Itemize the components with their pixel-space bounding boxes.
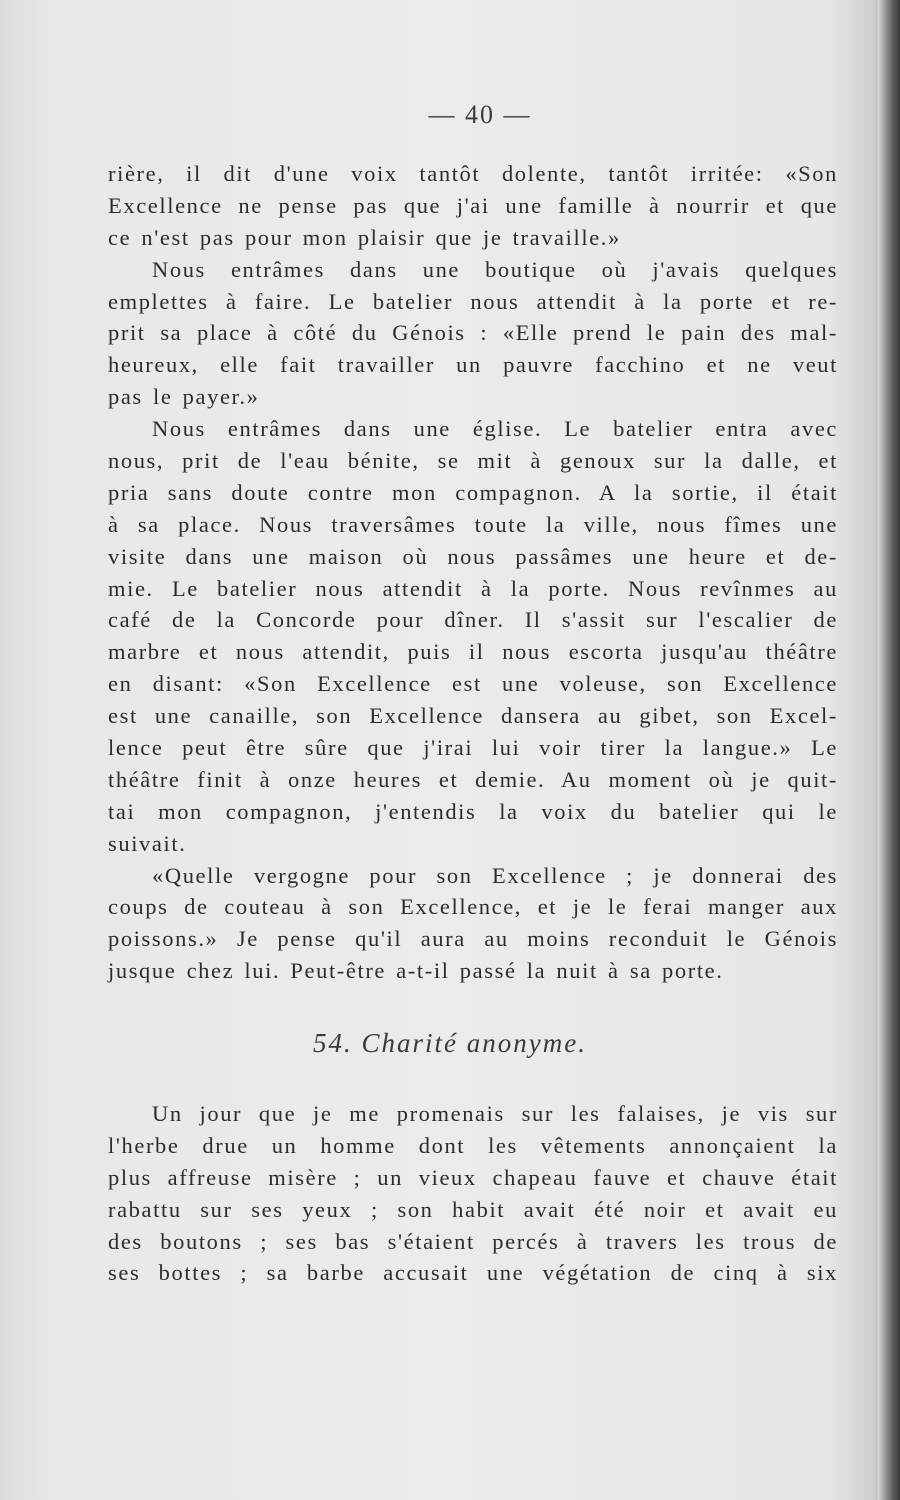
text-line: plus affreuse misère ; un vieux chapeau fauve et chauve était [108, 1164, 838, 1190]
text-line: à sa place. Nous traversâmes toute la ville, nous fîmes une [108, 511, 838, 537]
text-line: Nous entrâmes dans une église. Le batelier entra avec [152, 416, 838, 442]
text-line: coups de couteau à son Excellence, et je le ferai manger aux [108, 894, 838, 920]
text-line: marbre et nous attendit, puis il nous escorta jusqu'au théâtre [108, 639, 838, 665]
passage-text [108, 158, 838, 987]
text-line: «Quelle vergogne pour son Excellence ; je donnerai des [152, 862, 838, 888]
text-line: des boutons ; ses bas s'étaient percés à travers les trous de [108, 1228, 838, 1254]
text-line: pria sans doute contre mon compagnon. A la sortie, il était [108, 479, 838, 505]
section-text [108, 1098, 838, 1289]
text-line: heureux, elle fait travailler un pauvre facchino et ne veut [108, 352, 838, 378]
text-line: est une canaille, son Excellence dansera au gibet, son Excel- [108, 703, 838, 729]
text-line: jusque chez lui. Peut-être a-t-il passé la nuit à sa porte. [108, 958, 724, 984]
text-line: pas le payer.» [108, 384, 260, 410]
text-line: emplettes à faire. Le batelier nous attendit à la porte et re- [108, 288, 838, 314]
text-line: en disant: «Son Excellence est une voleuse, son Excellence [108, 671, 838, 697]
text-line: ses bottes ; sa barbe accusait une végétation de cinq à six [108, 1260, 838, 1286]
text-line: Nous entrâmes dans une boutique où j'avais quelques [152, 256, 838, 282]
text-line: ce n'est pas pour mon plaisir que je travaille.» [108, 224, 621, 250]
text-line: prit sa place à côté du Génois : «Elle prend le pain des mal- [108, 320, 838, 346]
text-line: l'herbe drue un homme dont les vêtements annonçaient la [108, 1132, 838, 1158]
page-number: — 40 — [428, 100, 532, 129]
text-line: mie. Le batelier nous attendit à la porte. Nous revînmes au [108, 575, 838, 601]
text-line: café de la Concorde pour dîner. Il s'assit sur l'escalier de [108, 607, 838, 633]
text-line: rabattu sur ses yeux ; son habit avait été noir et avait eu [108, 1196, 838, 1222]
text-line: tai mon compagnon, j'entendis la voix du batelier qui le [108, 798, 838, 824]
text-line: théâtre finit à onze heures et demie. Au moment où je quit- [108, 766, 838, 792]
text-line: rière, il dit d'une voix tantôt dolente, tantôt irritée: «Son [108, 161, 838, 186]
section-heading: 54. Charité anonyme. [313, 1028, 587, 1058]
text-line: lence peut être sûre que j'irai lui voir tirer la langue.» Le [108, 735, 838, 761]
text-line: suivait. [108, 830, 187, 856]
text-line: Un jour que je me promenais sur les falaises, je vis sur [152, 1101, 838, 1126]
book-spine-shadow [878, 0, 900, 1500]
text-line: poissons.» Je pense qu'il aura au moins reconduit le Génois [108, 926, 838, 952]
text-line: Excellence ne pense pas que j'ai une famille à nourrir et que [108, 192, 838, 218]
text-line: visite dans une maison où nous passâmes une heure et de- [108, 543, 838, 569]
text-line: nous, prit de l'eau bénite, se mit à genoux sur la dalle, et [108, 448, 838, 474]
